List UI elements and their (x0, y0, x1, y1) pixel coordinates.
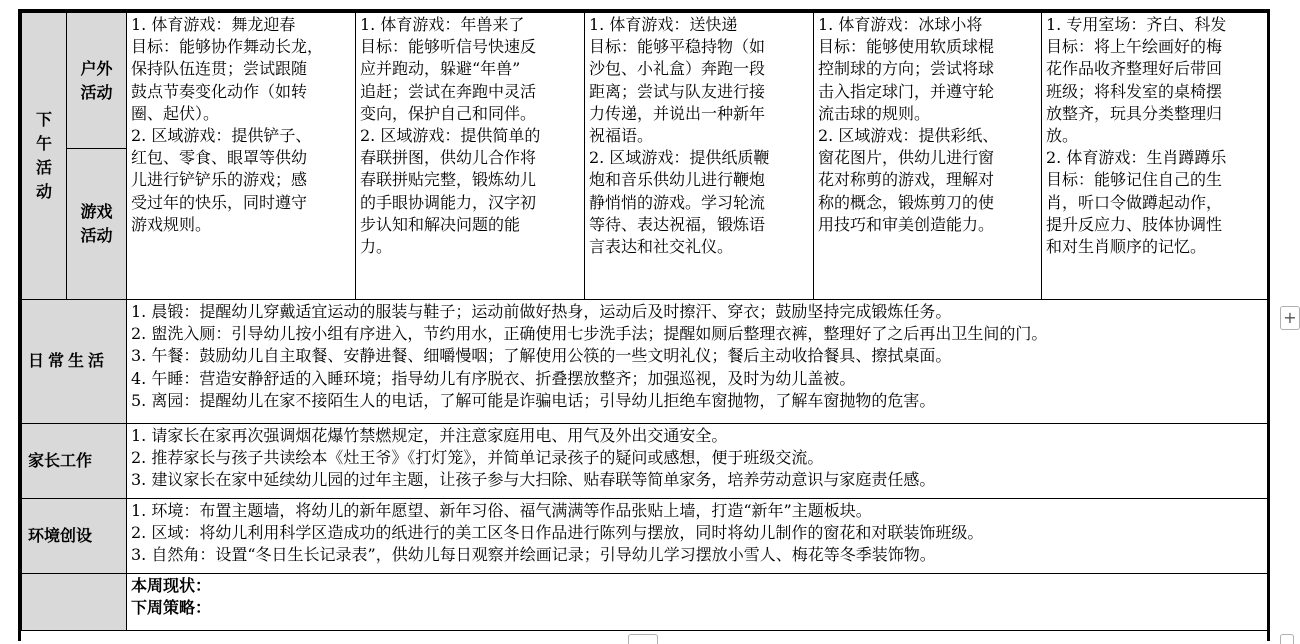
reflection-header (22, 574, 127, 631)
day-content-4 (818, 14, 1037, 236)
activity-line: 2. 区域游戏：提供纸质鞭 (589, 148, 770, 168)
afternoon-section-header (22, 13, 67, 300)
daily-life-item: 2. 盥洗入厕：引导幼儿按小组有序进入，节约用水，正确使用七步洗手法；提醒如厕后整理衣裤，整理好了之后再出卫生间的门。 (131, 324, 1048, 344)
activity-line: 目标：能够协作舞动长龙， (131, 37, 324, 57)
activity-line: 沙包、小礼盒）奔跑一段 (589, 59, 766, 79)
daily-life-content (127, 300, 1268, 424)
activity-line: 的手眼协调能力，汉字初 (360, 192, 537, 212)
bottom-resize-handle[interactable] (628, 634, 658, 644)
environment-item: 2. 区域：将幼儿利用科学区造成功的纸进行的美工区冬日作品进行陈列与摆放，同时将幼儿制作的窗花和对联装饰班级。 (131, 523, 984, 543)
activity-line: 游戏规则。 (131, 214, 212, 234)
day-cell-5 (1042, 13, 1268, 300)
activity-line: 圈、起伏）。 (131, 103, 220, 123)
activity-line: 2. 区域游戏：提供彩纸、 (818, 126, 999, 146)
parent-work-item: 2. 推荐家长与孩子共读绘本《灶王爷》《打灯笼》，并简单记录孩子的疑问或感想，便于班级交流。 (131, 448, 824, 468)
activity-line: 提升反应力、肢体协调性 (1046, 214, 1223, 234)
day-cell-2 (356, 13, 585, 300)
activity-line: 放整齐，玩具分类整理归 (1046, 103, 1223, 123)
activity-line: 春联拼贴完整，锻炼幼儿 (360, 170, 537, 190)
activity-line: 肖，听口令做蹲起动作， (1046, 192, 1223, 212)
afternoon-label: 下午活动 (35, 110, 52, 201)
environment-item: 3. 自然角：设置“冬日生长记录表”，供幼儿每日观察并绘画记录；引导幼儿学习摆放小雪人、梅花等冬季装饰物。 (131, 545, 936, 565)
activity-line: 儿进行铲铲乐的游戏；感 (131, 170, 308, 190)
activity-line: 目标：能够记住自己的生 (1046, 170, 1223, 190)
parent-work-header (22, 424, 127, 499)
environment-item: 1. 环境：布置主题墙，将幼儿的新年愿望、新年习俗、福气满满等作品张贴上墙，打造“新年”主题板块。 (131, 501, 872, 520)
activity-line: 目标：能够听信号快速反 (360, 37, 537, 57)
day-content-1 (131, 14, 351, 236)
activity-line: 目标：将上午绘画好的梅 (1046, 37, 1223, 57)
activity-line: 保持队伍连贯；尝试跟随 (131, 59, 308, 79)
activity-line: 花作品收齐整理好后带回 (1046, 59, 1223, 79)
day-cell-3 (585, 13, 814, 300)
environment-label: 环境创设 (28, 525, 93, 545)
environment-header (22, 499, 127, 574)
parent-work-item: 1. 请家长在家再次强调烟花爆竹禁燃规定，并注意家庭用电、用气及外出交通安全。 (131, 426, 728, 445)
add-row-button[interactable] (1280, 306, 1300, 330)
daily-life-row (22, 300, 1268, 424)
reflection-content (127, 574, 1268, 631)
activity-line: 班级；将科发室的桌椅摆 (1046, 81, 1223, 101)
activity-line: 应并跑动，躲避“年兽” (360, 59, 521, 79)
activity-line: 2. 区域游戏：提供铲子、 (131, 126, 312, 146)
activity-line: 距离；尝试与队友进行接 (589, 81, 766, 101)
activity-line: 静悄悄的游戏。学习轮流 (589, 192, 766, 212)
activity-line: 花对称剪的游戏，理解对 (818, 170, 995, 190)
parent-work-item: 3. 建议家长在家中延续幼儿园的过年主题，让孩子参与大扫除、贴春联等简单家务，培养劳动意识与家庭责任感。 (131, 470, 936, 490)
environment-content (127, 499, 1268, 574)
parent-work-content (127, 424, 1268, 499)
activity-line: 2. 体育游戏：生肖蹲蹲乐 (1046, 148, 1227, 168)
day-content-3 (589, 14, 809, 258)
activity-line: 和对生肖顺序的记忆。 (1046, 237, 1207, 257)
activity-line: 力。 (360, 237, 393, 257)
daily-life-label: 日常生活 (28, 351, 109, 371)
daily-life-header (22, 300, 127, 424)
activity-line: 称的概念，锻炼剪刀的使 (818, 192, 995, 212)
game-activity-header (67, 149, 127, 300)
daily-life-item: 4. 午睡：营造安静舒适的入睡环境；指导幼儿有序脱衣、折叠摆放整齐；加强巡视，及时为幼儿盖被。 (131, 368, 856, 388)
day-cell-4 (814, 13, 1042, 300)
activity-line: 变向，保护自己和同伴。 (360, 103, 537, 123)
activity-line: 力传递，并说出一种新年 (589, 103, 766, 123)
reflection-row (22, 574, 1268, 631)
game-label: 游戏活动 (80, 202, 113, 245)
activity-line: 窗花图片，供幼儿进行窗 (818, 148, 995, 168)
activity-line: 红包、零食、眼罩等供幼 (131, 148, 308, 168)
daily-life-item: 3. 午餐：鼓励幼儿自主取餐、安静进餐、细嚼慢咽；了解使用公筷的一些文明礼仪；餐后主动收拾餐具、擦拭桌面。 (131, 346, 952, 366)
day-cell-1 (127, 13, 356, 300)
activity-line: 鼓点节奏变化动作（如转 (131, 81, 308, 101)
parent-work-row (22, 424, 1268, 499)
activity-line: 用技巧和审美创造能力。 (818, 214, 995, 234)
weekly-plan-table (21, 12, 1268, 631)
activity-line: 受过年的快乐，同时遵守 (131, 192, 308, 212)
current-status-label: 本周现状： (131, 576, 212, 595)
activity-line: 2. 区域游戏：提供简单的 (360, 126, 541, 146)
plus-icon: + (1283, 308, 1297, 327)
environment-row (22, 499, 1268, 574)
activity-line: 追赶；尝试在奔跑中灵活 (360, 81, 537, 101)
outdoor-activity-row (22, 13, 1268, 149)
day-content-2 (360, 14, 580, 258)
next-strategy-label: 下周策略： (131, 598, 212, 618)
activity-line: 控制球的方向；尝试将球 (818, 59, 995, 79)
activity-line: 言表达和社交礼仪。 (589, 237, 734, 257)
outdoor-activity-header (67, 13, 127, 149)
parent-work-label: 家长工作 (28, 450, 93, 470)
activity-line: 1. 专用室场：齐白、科发 (1046, 15, 1227, 34)
activity-line: 击入指定球门，并遵守轮 (818, 81, 995, 101)
corner-resize-handle[interactable] (1280, 634, 1294, 644)
activity-line: 祝福语。 (589, 126, 654, 146)
activity-line: 1. 体育游戏：冰球小将 (818, 15, 983, 34)
daily-life-item: 1. 晨锻：提醒幼儿穿戴适宜运动的服装与鞋子；运动前做好热身，运动后及时擦汗、穿衣；鼓励坚持完成锻炼任务。 (131, 302, 952, 321)
activity-line: 炮和音乐供幼儿进行鞭炮 (589, 170, 766, 190)
activity-line: 1. 体育游戏：年兽来了 (360, 15, 525, 34)
lesson-plan-document (18, 9, 1270, 641)
activity-line: 目标：能够使用软质球棍 (818, 37, 995, 57)
activity-line: 放。 (1046, 126, 1079, 146)
outdoor-label: 户外活动 (80, 58, 113, 102)
activity-line: 流击球的规则。 (818, 103, 931, 123)
activity-line: 春联拼图，供幼儿合作将 (360, 148, 537, 168)
activity-line: 1. 体育游戏：舞龙迎春 (131, 15, 296, 34)
activity-line: 1. 体育游戏：送快递 (589, 15, 738, 34)
daily-life-item: 5. 离园：提醒幼儿在家不接陌生人的电话，了解可能是诈骗电话；引导幼儿拒绝车窗抛物，了解车窗抛物的危害。 (131, 390, 936, 410)
activity-line: 目标：能够平稳持物（如 (589, 37, 766, 57)
day-content-5 (1046, 14, 1263, 258)
activity-line: 步认知和解决问题的能 (360, 214, 521, 234)
activity-line: 等待、表达祝福，锻炼语 (589, 214, 766, 234)
